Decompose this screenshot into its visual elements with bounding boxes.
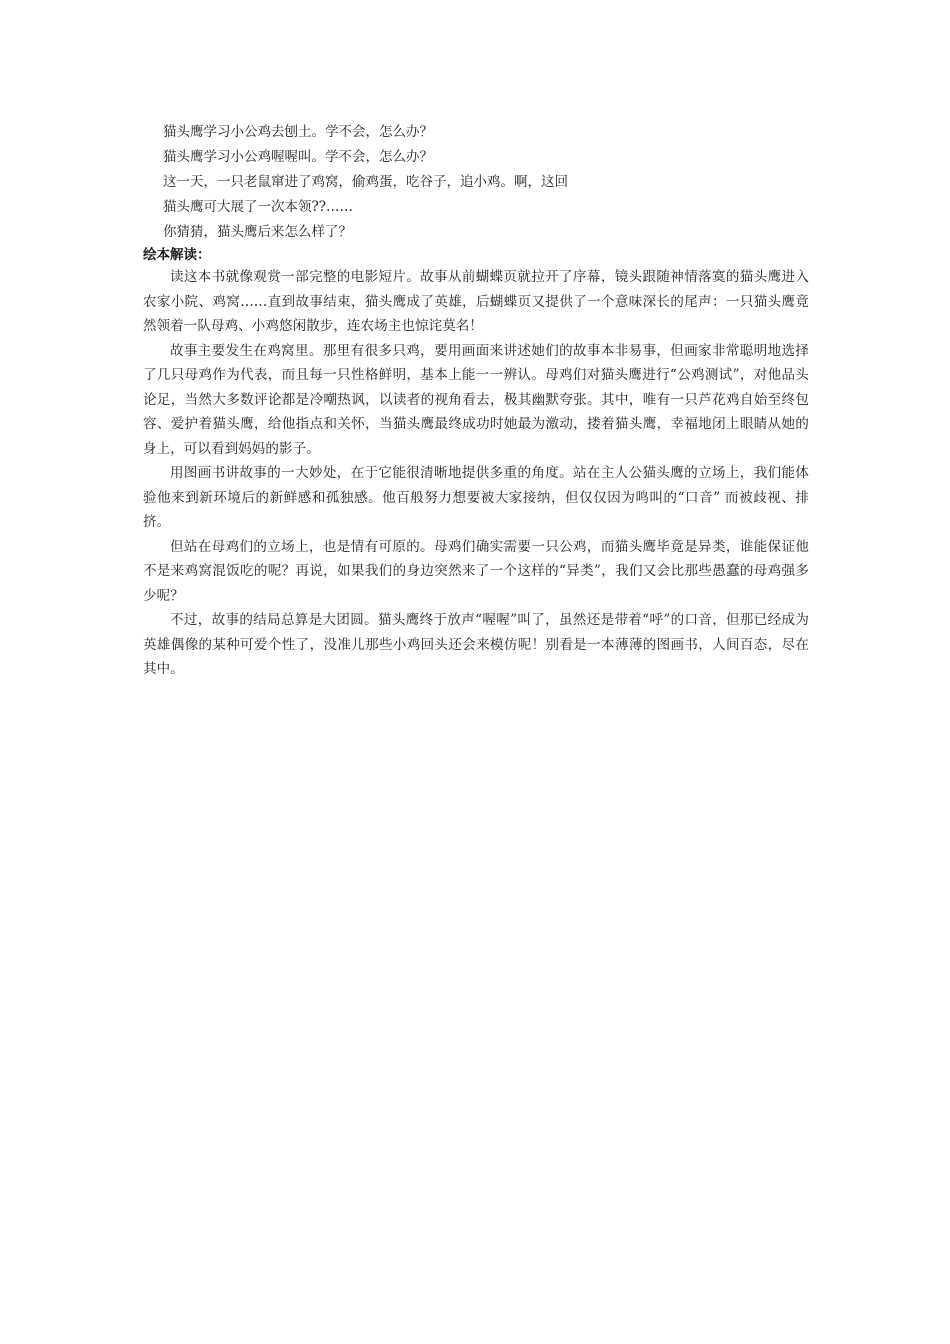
- story-line: 这一天，一只老鼠窜进了鸡窝，偷鸡蛋，吃谷子，追小鸡。啊，这回: [163, 174, 568, 190]
- commentary-paragraph: 用图画书讲故事的一大妙处，在于它能很清晰地提供多重的角度。站在主人公猫头鹰的立场上，我们能体验他来到新环境后的新鲜感和孤独感。他百般努力想要被大家接纳，但仅仅因为鸣叫的“口音” 而被歧视、排挤。: [143, 465, 809, 530]
- commentary-paragraph: 读这本书就像观赏一部完整的电影短片。故事从前蝴蝶页就拉开了序幕，镜头跟随神情落寞的猫头鹰进入农家小院、鸡窝……直到故事结束，猫头鹰成了英雄，后蝴蝶页又提供了一个意味深长的尾声：一只猫头鹰竟然领着一队母鸡、小鸡悠闲散步，连农场主也惊诧莫名！: [143, 269, 809, 334]
- commentary-paragraph: 不过，故事的结局总算是大团圆。猫头鹰终于放声“喔喔”叫了，虽然还是带着“呼”的口音，但那已经成为英雄偶像的某种可爱个性了，没准儿那些小鸡回头还会来模仿呢！别看是一本薄薄的图画书，人间百态，尽在其中。: [143, 612, 809, 677]
- document-body: [143, 120, 809, 682]
- story-line: 猫头鹰学习小公鸡去刨土。学不会，怎么办？: [163, 124, 433, 140]
- commentary-paragraph: 故事主要发生在鸡窝里。那里有很多只鸡，要用画面来讲述她们的故事本非易事，但画家非常聪明地选择了几只母鸡作为代表，而且每一只性格鲜明，基本上能一一辨认。母鸡们对猫头鹰进行“公鸡测试”，对他品头论足，当然大多数评论都是冷嘲热讽，以读者的视角看去，极其幽默夸张。其中，唯有一只芦花鸡自始至终包容、爱护着猫头鹰，给他指点和关怀，当猫头鹰最终成功时她最为激动，搂着猫头鹰，幸福地闭上眼睛从她的身上，可以看到妈妈的影子。: [143, 342, 809, 457]
- story-line: 你猜猜，猫头鹰后来怎么样了？: [163, 224, 352, 240]
- story-line: 猫头鹰可大展了一次本领??……: [163, 199, 353, 215]
- story-line: 猫头鹰学习小公鸡喔喔叫。学不会，怎么办？: [163, 149, 433, 165]
- commentary-paragraph: 但站在母鸡们的立场上，也是情有可原的。母鸡们确实需要一只公鸡，而猫头鹰毕竟是异类，谁能保证他不是来鸡窝混饭吃的呢？再说，如果我们的身边突然来了一个这样的“异类”，我们又会比那些愚蠢的母鸡强多少呢？: [143, 538, 809, 604]
- section-heading: 绘本解读：: [143, 247, 211, 263]
